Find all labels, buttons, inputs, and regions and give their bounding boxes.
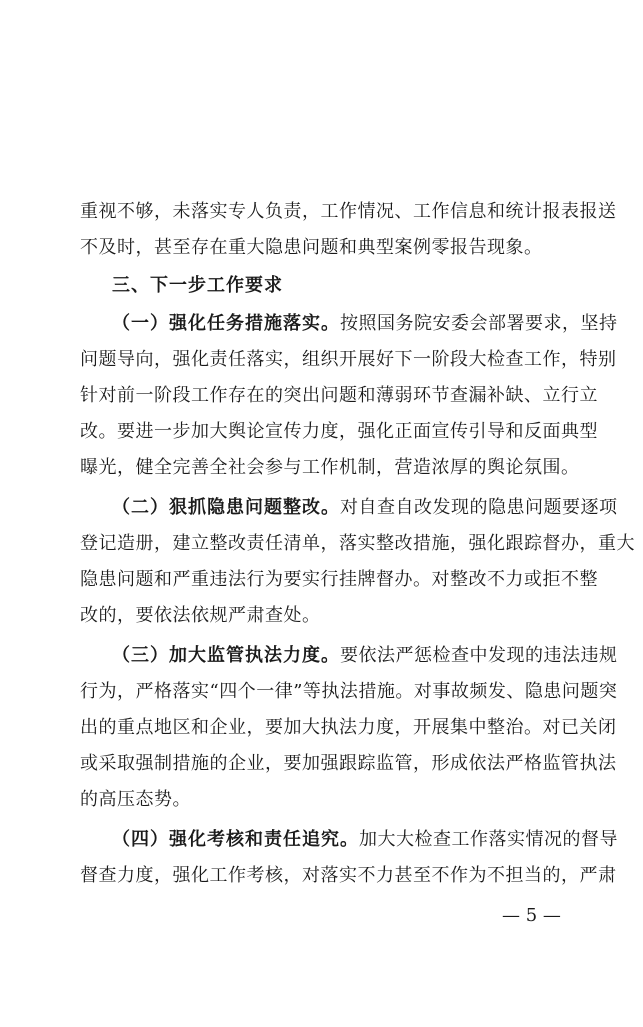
body-line: 的高压态势。 xyxy=(80,789,191,810)
body-line: 改。要进一步加大舆论宣传力度，强化正面宣传引导和反面典型 xyxy=(80,421,598,442)
body-line: 出的重点地区和企业，要加大执法力度，开展集中整治。对已关闭 xyxy=(80,717,617,738)
item-text: 要依法严惩检查中发现的违法违规 xyxy=(340,645,618,666)
body-line: 不及时，甚至存在重大隐患问题和典型案例零报告现象。 xyxy=(80,237,543,258)
item-text: 按照国务院安委会部署要求，坚持 xyxy=(340,313,618,334)
item-text: 加大大检查工作落实情况的督导 xyxy=(359,829,618,850)
page-number: — 5 — xyxy=(502,905,561,926)
body-line: 隐患问题和严重违法行为要实行挂牌督办。对整改不力或拒不整 xyxy=(80,569,598,590)
body-line: 督查力度，强化工作考核，对落实不力甚至不作为不担当的，严肃 xyxy=(80,865,617,886)
item-text: 对自查自改发现的隐患问题要逐项 xyxy=(340,497,618,518)
body-line: 登记造册，建立整改责任清单，落实整改措施，强化跟踪督办，重大 xyxy=(80,533,635,554)
item-first-line xyxy=(112,644,618,668)
body-line: 针对前一阶段工作存在的突出问题和薄弱环节查漏补缺、立行立 xyxy=(80,385,598,406)
body-line: 或采取强制措施的企业，要加强跟踪监管，形成依法严格监管执法 xyxy=(80,753,617,774)
body-line: 行为，严格落实“四个一律”等执法措施。对事故频发、隐患问题突 xyxy=(80,681,618,702)
item-first-line xyxy=(112,312,618,336)
item-title: （一）强化任务措施落实。 xyxy=(112,313,340,334)
body-line: 重视不够，未落实专人负责，工作情况、工作信息和统计报表报送 xyxy=(80,201,617,222)
item-title: （二）狠抓隐患问题整改。 xyxy=(112,497,340,518)
section-heading: 三、下一步工作要求 xyxy=(112,275,283,296)
item-title: （四）强化考核和责任追究。 xyxy=(112,829,359,850)
item-title: （三）加大监管执法力度。 xyxy=(112,645,340,666)
item-first-line xyxy=(112,828,618,852)
body-line: 改的，要依法依规严肃查处。 xyxy=(80,605,321,626)
item-first-line xyxy=(112,496,618,520)
body-line: 曝光，健全完善全社会参与工作机制，营造浓厚的舆论氛围。 xyxy=(80,457,580,478)
body-line: 问题导向，强化责任落实，组织开展好下一阶段大检查工作，特别 xyxy=(80,349,617,370)
